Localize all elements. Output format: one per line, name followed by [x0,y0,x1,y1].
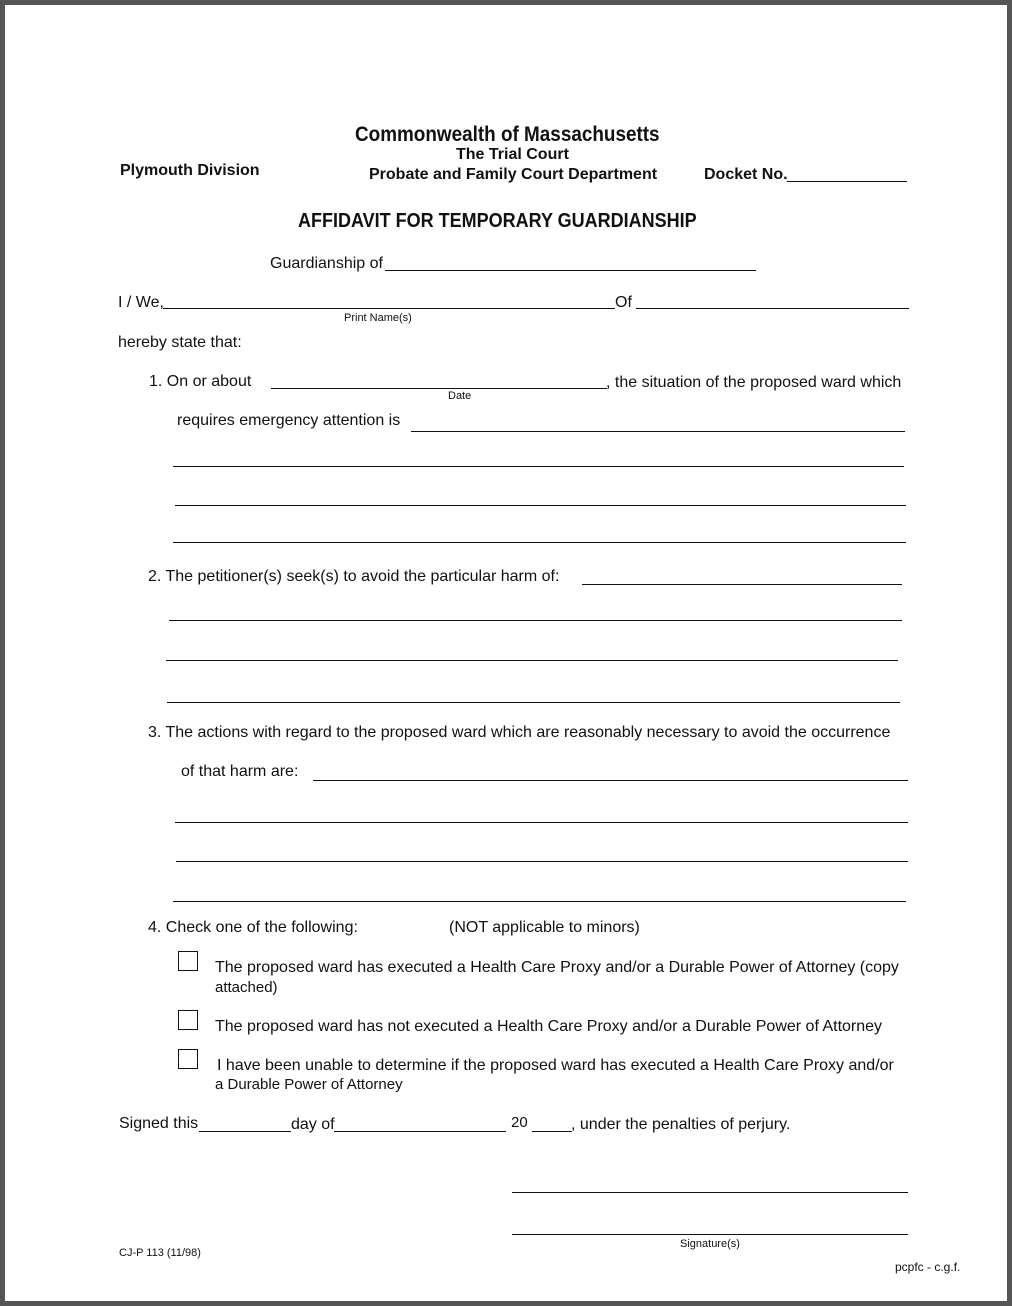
item2-answer-line-2[interactable] [169,620,902,621]
item1-answer-line-4[interactable] [173,542,906,543]
item2-answer-line-1[interactable] [582,584,902,585]
item4-label: 4. Check one of the following: [148,919,358,936]
division-label: Plymouth Division [120,162,260,179]
item1-line2: requires emergency attention is [177,412,401,429]
docket-label: Docket No. [704,166,788,183]
item3-answer-line-1[interactable] [313,780,908,781]
item2-answer-line-4[interactable] [167,702,900,703]
footer-code: pcpfc - c.g.f. [895,1260,961,1274]
option3-line1: I have been unable to determine if the proposed ward has executed a Health Care Proxy and/or [217,1057,894,1074]
item3-line2: of that harm are: [181,763,299,780]
of-address-field[interactable] [636,308,909,309]
guardianship-of-label: Guardianship of [270,255,383,272]
signed-this-label: Signed this [119,1115,199,1132]
item2-answer-line-3[interactable] [166,660,898,661]
item1-answer-line-3[interactable] [175,505,906,506]
option2-checkbox[interactable] [178,1010,198,1030]
of-label: Of [615,294,632,311]
item3-answer-line-4[interactable] [173,901,906,902]
form-title: AFFIDAVIT FOR TEMPORARY GUARDIANSHIP [298,210,697,232]
form-number: CJ-P 113 (11/98) [119,1247,201,1259]
item4-note: (NOT applicable to minors) [449,919,640,936]
option3-line2: a Durable Power of Attorney [215,1076,403,1093]
day-of-label: day of [291,1116,335,1133]
guardianship-of-field[interactable] [385,270,756,271]
option2-line1: The proposed ward has not executed a Health Care Proxy and/or a Durable Power of Attorney [215,1018,883,1035]
docket-number-field[interactable] [787,181,907,182]
option1-checkbox[interactable] [178,951,198,971]
item1-date-caption: Date [448,390,472,402]
i-we-label: I / We, [118,294,164,311]
item1-prefix: 1. On or about [149,373,252,390]
item3-line1: 3. The actions with regard to the proposed ward which are reasonably necessary to avoid the occurrence [148,724,891,741]
item1-suffix: , the situation of the proposed ward which [606,374,902,391]
penalty-text: , under the penalties of perjury. [571,1116,791,1133]
print-names-caption: Print Name(s) [344,312,412,324]
signature-caption: Signature(s) [680,1238,740,1250]
year-prefix: 20 [511,1114,528,1131]
hereby-state-text: hereby state that: [118,334,242,351]
option1-line2: attached) [215,979,278,996]
signed-year-field[interactable] [532,1131,572,1132]
signature-line-2[interactable] [512,1234,908,1235]
signed-month-field[interactable] [334,1131,506,1132]
option3-checkbox[interactable] [178,1049,198,1069]
commonwealth-heading: Commonwealth of Massachusetts [355,123,660,146]
item3-answer-line-3[interactable] [176,861,908,862]
item1-date-field[interactable] [271,388,607,389]
item1-answer-line-1[interactable] [411,431,905,432]
signed-day-field[interactable] [199,1131,291,1132]
item3-answer-line-2[interactable] [175,822,908,823]
item1-answer-line-2[interactable] [173,466,904,467]
signature-line-1[interactable] [512,1192,908,1193]
option1-line1: The proposed ward has executed a Health Care Proxy and/or a Durable Power of Attorney (copy [215,959,899,976]
department-heading: Probate and Family Court Department [369,166,658,183]
trial-court-heading: The Trial Court [456,146,569,163]
item2-text: 2. The petitioner(s) seek(s) to avoid the particular harm of: [148,568,560,585]
print-names-field[interactable] [163,308,615,309]
